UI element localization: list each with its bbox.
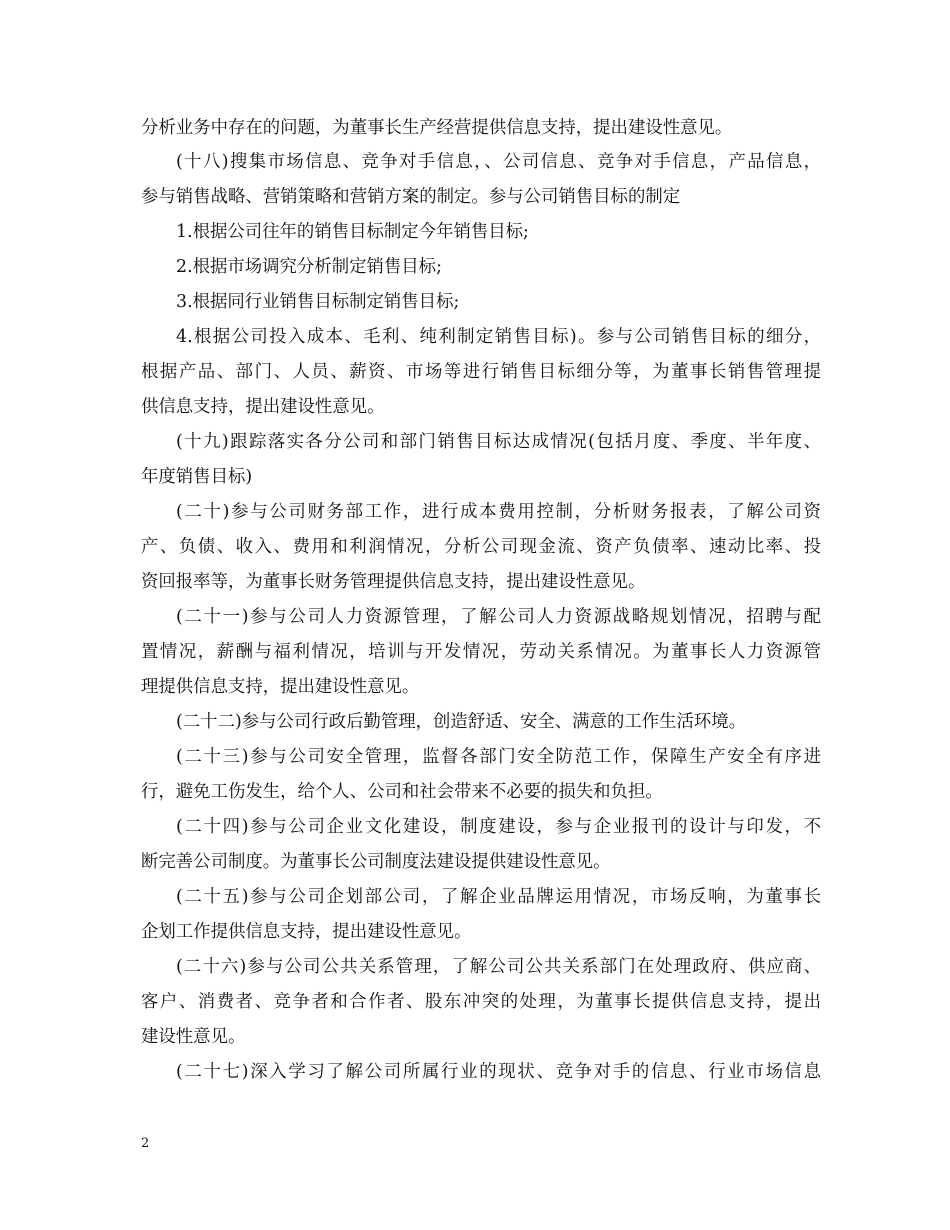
text-line: 行，避免工伤发生，给个人、公司和社会带来不必要的损失和负担。 — [141, 782, 663, 802]
text-line: 根据产品、部门、人员、薪资、市场等进行销售目标细分等，为董事长销售管理提 — [141, 362, 821, 382]
text-line: (二十)参与公司财务部工作，进行成本费用控制，分析财务报表，了解公司资 — [176, 502, 821, 522]
text-line: 企划工作提供信息支持，提出建设性意见。 — [141, 922, 472, 942]
text-line: (二十一)参与公司人力资源管理，了解公司人力资源战略规划情况，招聘与配 — [176, 607, 821, 627]
text-line: 供信息支持，提出建设性意见。 — [141, 397, 385, 417]
text-line: 产、负债、收入、费用和利润情况，分析公司现金流、资产负债率、速动比率、投 — [141, 537, 821, 557]
text-line: (二十六)参与公司公共关系管理，了解公司公共关系部门在处理政府、供应商、 — [176, 957, 821, 977]
text-line: (二十七)深入学习了解公司所属行业的现状、竞争对手的信息、行业市场信息 — [176, 1062, 821, 1082]
page-number: 2 — [141, 1136, 150, 1151]
text-line: 断完善公司制度。为董事长公司制度法建设提供建设性意见。 — [141, 852, 611, 872]
text-line: 分析业务中存在的问题，为董事长生产经营提供信息支持，提出建设性意见。 — [141, 118, 733, 138]
text-line: (二十三)参与公司安全管理，监督各部门安全防范工作，保障生产安全有序进 — [176, 747, 821, 767]
text-line: 4.根据公司投入成本、毛利、纯利制定销售目标)。参与公司销售目标的细分， — [176, 327, 821, 347]
text-line: 建设性意见。 — [141, 1027, 246, 1047]
text-line: 参与销售战略、营销策略和营销方案的制定。参与公司销售目标的制定 — [141, 187, 681, 207]
text-line: 资回报率等，为董事长财务管理提供信息支持，提出建设性意见。 — [141, 572, 646, 592]
text-line: 1.根据公司往年的销售目标制定今年销售目标; — [176, 222, 529, 242]
text-line: (二十五)参与公司企划部公司，了解企业品牌运用情况，市场反响，为董事长 — [176, 887, 821, 907]
text-line: (十八)搜集市场信息、竞争对手信息，、公司信息、竞争对手信息，产品信息， — [176, 152, 821, 172]
text-line: 3.根据同行业销售目标制定销售目标; — [176, 292, 460, 312]
text-line: 客户、消费者、竞争者和合作者、股东冲突的处理，为董事长提供信息支持，提出 — [141, 992, 821, 1012]
text-line: (十九)跟踪落实各分公司和部门销售目标达成情况(包括月度、季度、半年度、 — [176, 432, 821, 452]
text-line: 年度销售目标) — [141, 467, 253, 487]
text-line: (二十二)参与公司行政后勤管理，创造舒适、安全、满意的工作生活环境。 — [176, 712, 747, 732]
text-line: 2.根据市场调究分析制定销售目标; — [176, 257, 442, 277]
text-line: 置情况，薪酬与福利情况，培训与开发情况，劳动关系情况。为董事长人力资源管 — [141, 642, 821, 662]
text-line: (二十四)参与公司企业文化建设，制度建设，参与企业报刊的设计与印发，不 — [176, 817, 821, 837]
text-line: 理提供信息支持，提出建设性意见。 — [141, 677, 420, 697]
